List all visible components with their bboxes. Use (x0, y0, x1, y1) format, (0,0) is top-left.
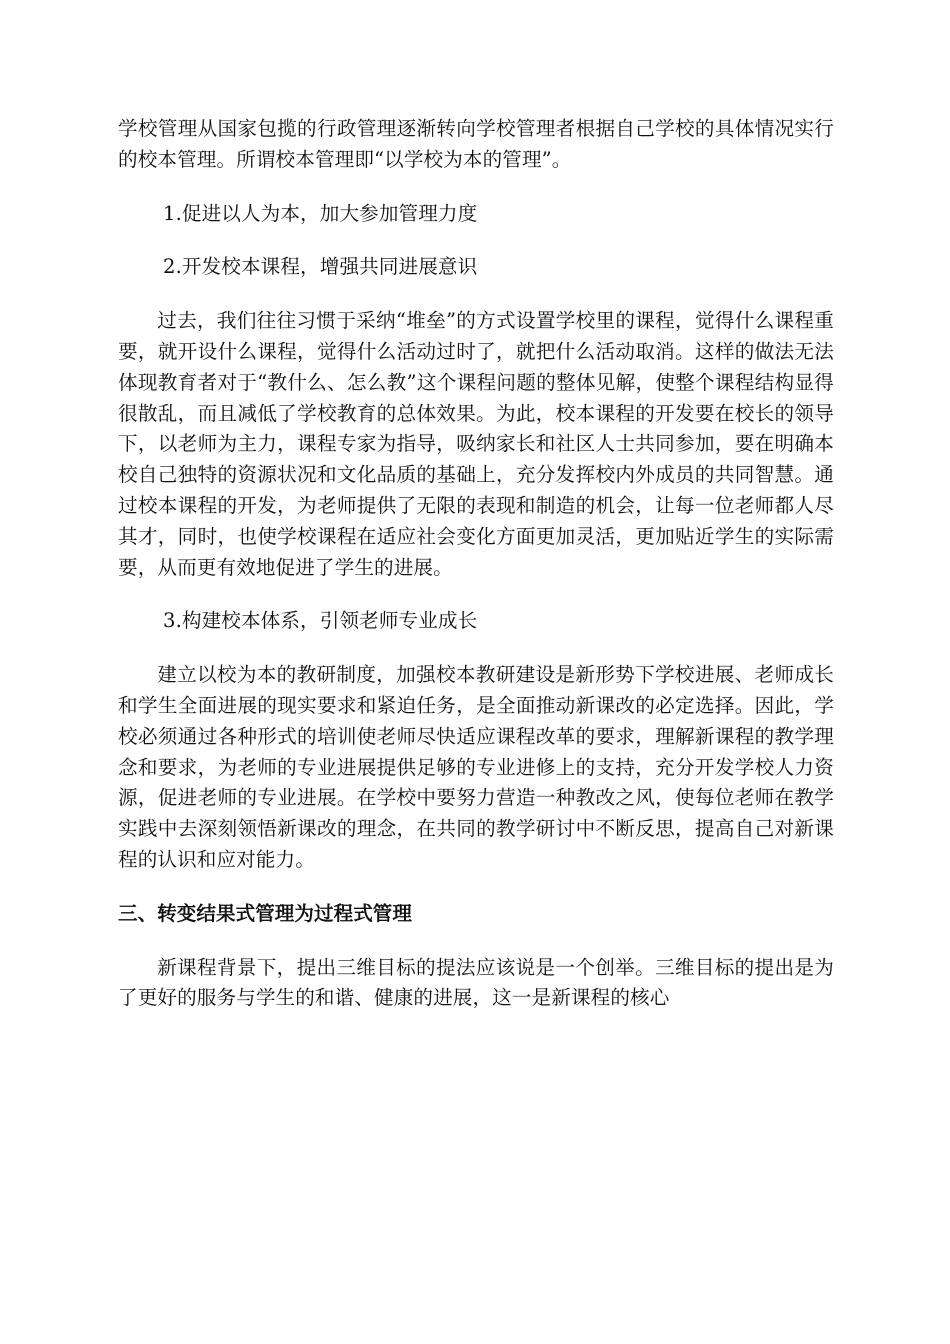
document-body (118, 114, 834, 1037)
paragraph-teaching-research: 建立以校为本的教研制度，加强校本教研建设是新形势下学校进展、老师成长和学生全面进展的现实要求和紧迫任务，是全面推动新课改的必定选择。因此，学校必须通过各种形式的培训使老师尽快适应课程改革的要求，理解新课程的教学理念和要求，为老师的专业进展提供足够的专业进修上的支持，充分开发学校人力资源，促进老师的专业进展。在学校中要努力营造一种教改之风，使每位老师在教学实践中去深刻领悟新课改的理念，在共同的教学研讨中不断反思，提高自己对新课程的认识和应对能力。 (118, 663, 834, 871)
paragraph-curriculum-development: 过去，我们往往习惯于采纳“堆垒”的方式设置学校里的课程，觉得什么课程重要，就开设什么课程，觉得什么活动过时了，就把什么活动取消。这样的做法无法体现教育者对于“教什么、怎么教”这个课程问题的整体见解，使整个课程结构显得很散乱，而且减低了学校教育的总体效果。为此，校本课程的开发要在校长的领导下，以老师为主力，课程专家为指导，吸纳家长和社区人士共同参加，要在明确本校自己独特的资源状况和文化品质的基础上，充分发挥校内外成员的共同智慧。通过校本课程的开发，为老师提供了无限的表现和制造的机会，让每一位老师都人尽其才，同时，也使学校课程在适应社会变化方面更加灵活，更加贴近学生的实际需要，从而更有效地促进了学生的进展。 (118, 309, 834, 579)
section-heading-3: 三、转变结果式管理为过程式管理 (118, 901, 413, 925)
list-item-1: 1.促进以人为本，加大参加管理力度 (163, 201, 478, 225)
list-item-3: 3.构建校本体系，引领老师专业成长 (163, 609, 478, 633)
paragraph-three-dimensional-goals: 新课程背景下，提出三维目标的提法应该说是一个创举。三维目标的提出是为了更好的服务与学生的和谐、健康的进展，这一是新课程的核心 (118, 955, 834, 1010)
paragraph-school-management: 学校管理从国家包揽的行政管理逐渐转向学校管理者根据自己学校的具体情况实行的校本管理。所谓校本管理即“以学校为本的管理”。 (118, 117, 834, 171)
list-item-2: 2.开发校本课程，增强共同进展意识 (163, 255, 478, 279)
